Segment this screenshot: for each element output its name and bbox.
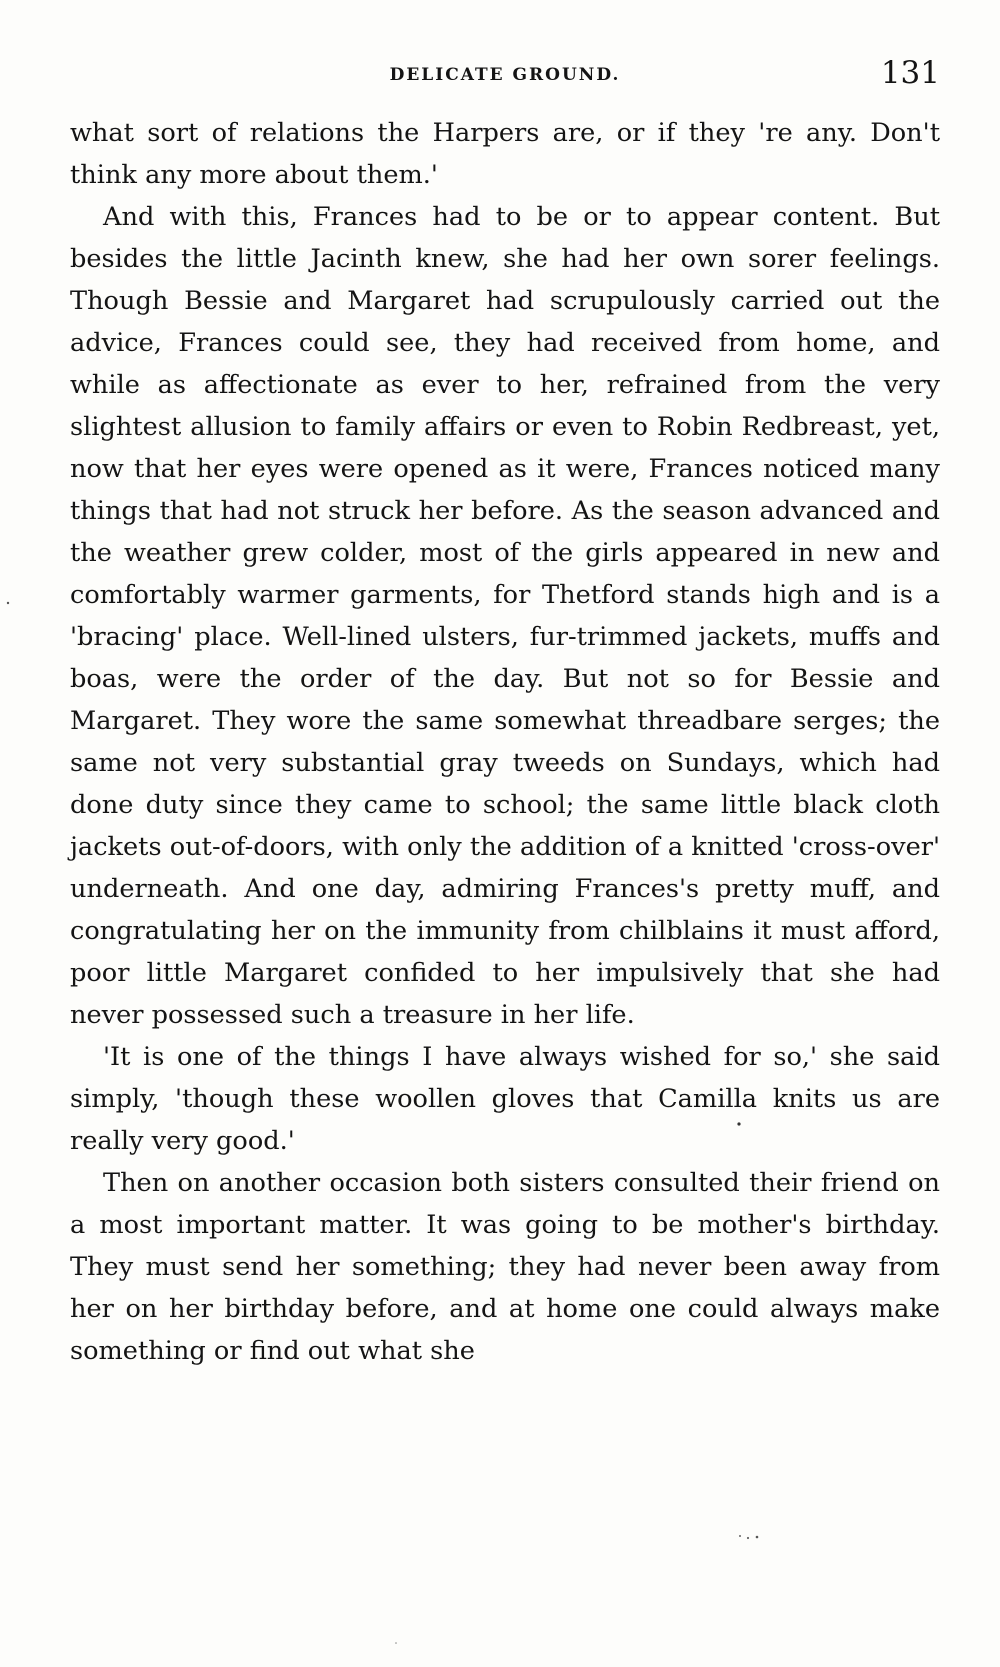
paragraph-3: 'It is one of the things I have always wished for so,' she said simply, 'though these woollen gloves that Camilla knits us are really very good.' bbox=[70, 1042, 940, 1156]
running-head bbox=[70, 55, 940, 95]
paragraph-2: And with this, Frances had to be or to appear content. But besides the little Jacinth knew, she had her own sorer feelings. Though Bessie and Margaret had scrupulously carried out the advice, Frances could see, they had received from home, and while as affectionate as ever to her, refrained from the very slightest allusion to family affairs or even to Robin Redbreast, yet, now that her eyes were opened as it were, Frances noticed many things that had not struck her before. As the season advanced and the weather grew colder, most of the girls appeared in new and comfortably warmer garments, for Thetford stands high and is a 'bracing' place. Well-lined ulsters, fur-trimmed jackets, muffs and boas, were the order of the day. But not so for Bessie and Margaret. They wore the same somewhat threadbare serges; the same not very substantial gray tweeds on Sundays, which had done duty since they came to school; the same little black cloth jackets out-of-doors, with only the addition of a knitted 'cross-over' underneath. And one day, admiring Frances's pretty muff, and congratulating her on the immunity from chilblains it must afford, poor little Margaret confided to her impulsively that she had never possessed such a treasure in her life. bbox=[70, 202, 940, 1030]
paragraph-1: what sort of relations the Harpers are, or if they 're any. Don't think any more about them.' bbox=[70, 118, 940, 190]
body-text bbox=[70, 112, 940, 1372]
page-number: 131 bbox=[880, 55, 940, 91]
paragraph-4: Then on another occasion both sisters consulted their friend on a most important matter. It was going to be mother's birthday. They must send her something; they had never been away from her on her birthday before, and at home one could always make something or find out what she bbox=[70, 1168, 940, 1366]
running-title: DELICATE GROUND. bbox=[389, 65, 621, 85]
